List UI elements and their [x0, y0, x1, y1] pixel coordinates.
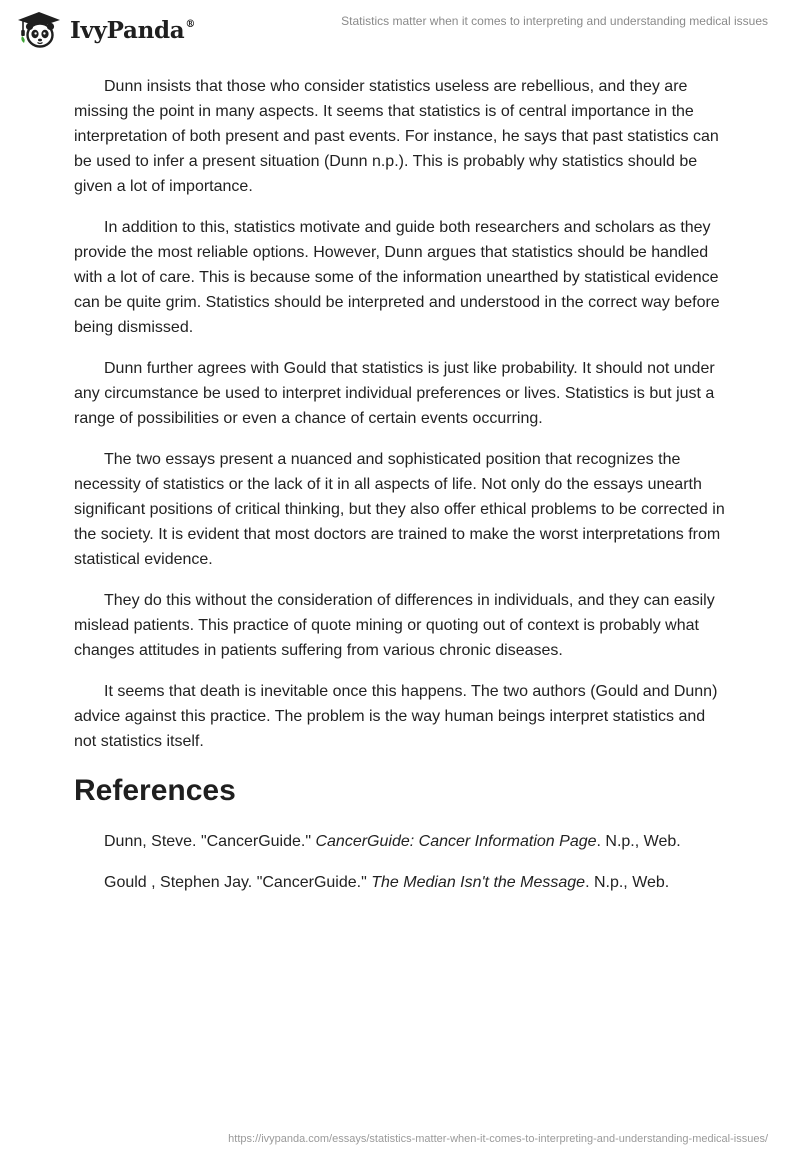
- document-title: Statistics matter when it comes to interpreting and understanding medical issues: [341, 14, 768, 28]
- paragraph: Dunn insists that those who consider statistics useless are rebellious, and they are missing the point in many aspects. It seems that statistics is of central importance in the interpretation of both present and past events. For instance, he says that past statistics can be used to infer a present situation (Dunn n.p.). This is probably why statistics should be given a lot of importance.: [74, 78, 719, 195]
- ivypanda-logo[interactable]: [16, 10, 195, 50]
- paragraph: It seems that death is inevitable once this happens. The two authors (Gould and Dunn) advice against this practice. The problem is the way human beings interpret statistics and not statistics itself.: [74, 683, 718, 750]
- references-heading: References: [74, 774, 236, 807]
- panda-graduate-icon: [16, 10, 62, 50]
- reference-source-title: The Median Isn't the Message: [371, 874, 586, 891]
- paragraph: In addition to this, statistics motivate and guide both researchers and scholars as they provide the most reliable options. However, Dunn argues that statistics should be handled with a lot of care. This is because some of the information unearthed by statistical evidence can be quite grim. Statistics should be interpreted and understood in the correct way before being dismissed.: [74, 219, 720, 336]
- reference-item: Dunn, Steve. "CancerGuide." CancerGuide: Cancer Information Page. N.p., Web.: [104, 833, 681, 850]
- paragraph: They do this without the consideration of differences in individuals, and they can easily mislead patients. This practice of quote mining or quoting out of context is probably what changes attitudes in patients suffering from various chronic diseases.: [74, 592, 715, 659]
- brand-name: IvyPanda®: [70, 16, 196, 44]
- reference-source-title: CancerGuide: Cancer Information Page: [315, 833, 597, 850]
- paragraph: The two essays present a nuanced and sophisticated position that recognizes the necessity of statistics or the lack of it in all aspects of life. Not only do the essays unearth significant positions of critical thinking, but they also offer ethical problems to be corrected in the society. It is evident that most doctors are trained to make the worst interpretations from statistical evidence.: [74, 451, 725, 568]
- source-url[interactable]: https://ivypanda.com/essays/statistics-matter-when-it-comes-to-interpreting-and-understanding-medical-issues/: [228, 1133, 768, 1145]
- reference-item: Gould , Stephen Jay. "CancerGuide." The Median Isn't the Message. N.p., Web.: [104, 874, 670, 891]
- paragraph: Dunn further agrees with Gould that statistics is just like probability. It should not under any circumstance be used to interpret individual preferences or lives. Statistics is but just a range of possibilities or even a chance of certain events occurring.: [74, 360, 715, 427]
- essay-body: [74, 74, 726, 911]
- registered-mark: ®: [185, 18, 196, 30]
- page-header: [0, 0, 800, 60]
